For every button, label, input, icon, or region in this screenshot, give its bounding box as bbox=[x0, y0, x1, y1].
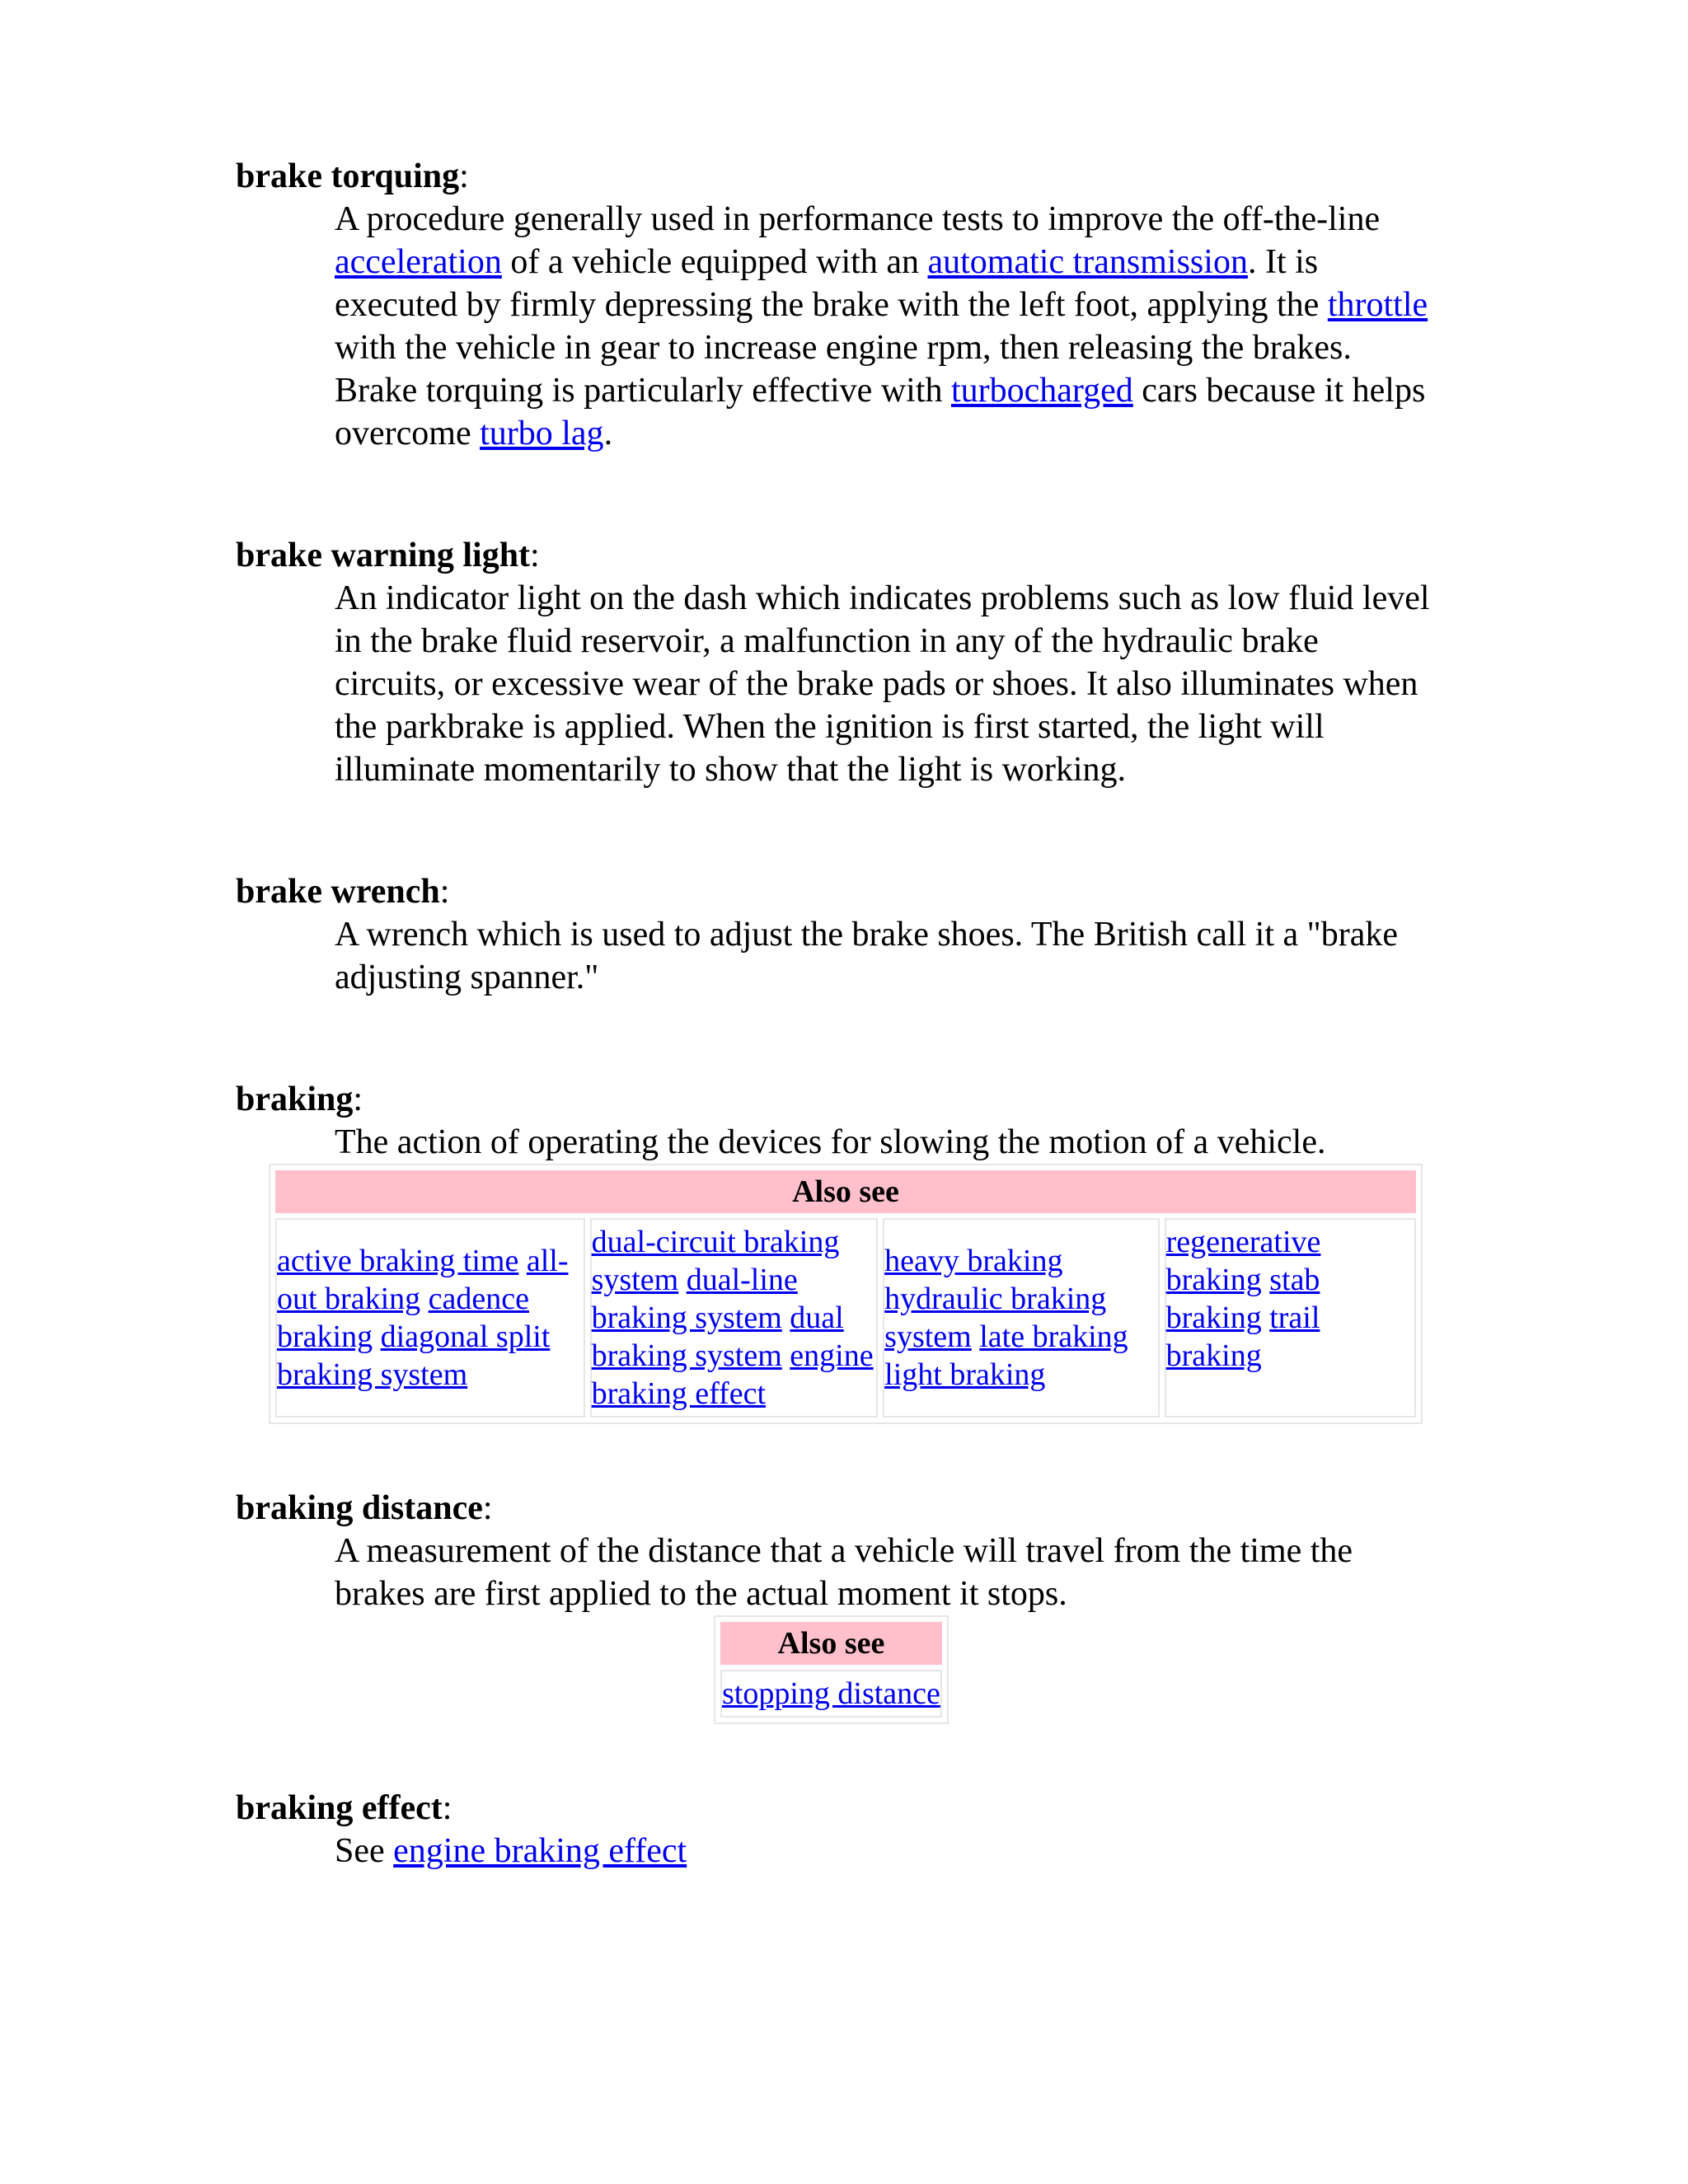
link-stopping-distance[interactable]: stopping distance bbox=[722, 1676, 940, 1711]
definition: A measurement of the distance that a vehicle will travel from the time the brakes are first applied to the actual moment it stops. bbox=[335, 1532, 1353, 1613]
entry-brake-torquing bbox=[236, 155, 1439, 455]
also-see-column bbox=[275, 1218, 585, 1418]
also-see-table bbox=[714, 1615, 949, 1724]
term-heading: brake torquing: bbox=[236, 157, 469, 195]
link-dual-circuit-braking-system[interactable]: dual-circuit braking system bbox=[591, 1225, 840, 1297]
also-see-heading: Also see bbox=[275, 1170, 1416, 1213]
link-regenerative-braking[interactable]: regenerative braking bbox=[1165, 1225, 1321, 1297]
entry-brake-wrench bbox=[236, 870, 1439, 999]
entry-braking-effect bbox=[236, 1787, 1439, 1872]
entry-braking bbox=[236, 1078, 1439, 1424]
term-heading: braking distance: bbox=[236, 1489, 493, 1527]
also-see-column bbox=[720, 1670, 942, 1718]
spacer bbox=[236, 1424, 1439, 1487]
link-turbo-lag[interactable]: turbo lag bbox=[480, 415, 604, 452]
spacer bbox=[236, 791, 1439, 870]
link-engine-braking-effect[interactable]: engine braking effect bbox=[591, 1338, 874, 1411]
link-dual-line-braking-system[interactable]: dual-line braking system bbox=[591, 1263, 798, 1335]
definition: An indicator light on the dash which indicates problems such as low fluid level in the brake fluid reservoir, a malfunction in any of the hydraulic brake circuits, or excessive wear of the brake pads or shoes. It also illuminates when the parkbrake is applied. When the ignition is first started, the light will illuminate momentarily to show that the light is working. bbox=[335, 579, 1430, 789]
term: braking bbox=[236, 1080, 354, 1118]
term: braking effect bbox=[236, 1789, 443, 1827]
spacer bbox=[236, 999, 1439, 1078]
spacer bbox=[236, 1724, 1439, 1787]
definition: The action of operating the devices for slowing the motion of a vehicle. bbox=[335, 1123, 1326, 1161]
definition: See engine braking effect bbox=[335, 1832, 687, 1870]
link-turbocharged[interactable]: turbocharged bbox=[950, 372, 1133, 410]
also-see-column bbox=[883, 1218, 1159, 1418]
definition: A procedure generally used in performance tests to improve the off-the-line acceleration of a vehicle equipped with an automatic transmission. It is executed by firmly depressing the brake with the left foot, applying the throttle with the vehicle in gear to increase engine rpm, then releasing the brakes. Brake torquing is particularly effective with turbocharged cars because it helps overcome turbo lag. bbox=[335, 200, 1428, 452]
entry-brake-warning-light bbox=[236, 534, 1439, 791]
link-heavy-braking[interactable]: heavy braking bbox=[884, 1244, 1063, 1278]
link-hydraulic-braking-system[interactable]: hydraulic braking system bbox=[884, 1282, 1107, 1354]
term-heading: brake warning light: bbox=[236, 537, 540, 574]
also-see-column bbox=[590, 1218, 879, 1418]
link-light-braking[interactable]: light braking bbox=[884, 1357, 1046, 1392]
also-see-heading: Also see bbox=[720, 1622, 942, 1665]
also-see-column bbox=[1165, 1218, 1416, 1418]
link-throttle[interactable]: throttle bbox=[1327, 286, 1428, 324]
spacer bbox=[236, 455, 1439, 534]
term-heading: braking: bbox=[236, 1080, 363, 1118]
term-heading: brake wrench: bbox=[236, 873, 450, 911]
link-engine-braking-effect[interactable]: engine braking effect bbox=[393, 1832, 687, 1870]
term: brake torquing bbox=[236, 157, 460, 195]
link-all-out-braking[interactable]: all-out braking bbox=[277, 1244, 569, 1316]
link-automatic-transmission[interactable]: automatic transmission bbox=[927, 243, 1248, 281]
link-cadence-braking[interactable]: cadence braking bbox=[277, 1282, 529, 1354]
link-late-braking[interactable]: late braking bbox=[979, 1319, 1128, 1354]
link-active-braking-time[interactable]: active braking time bbox=[277, 1244, 519, 1278]
link-trail-braking[interactable]: trail braking bbox=[1165, 1301, 1320, 1373]
entry-braking-distance bbox=[236, 1487, 1439, 1724]
link-diagonal-split-braking-system[interactable]: diagonal split braking system bbox=[277, 1319, 551, 1392]
link-acceleration[interactable]: acceleration bbox=[335, 243, 502, 281]
term: braking distance bbox=[236, 1489, 483, 1527]
link-dual-braking-system[interactable]: dual braking system bbox=[591, 1301, 844, 1373]
term: brake wrench bbox=[236, 873, 440, 911]
term: brake warning light bbox=[236, 537, 531, 574]
definition: A wrench which is used to adjust the brake shoes. The British call it a "brake adjusting spanner." bbox=[335, 916, 1399, 996]
glossary-document bbox=[236, 155, 1439, 1872]
link-stab-braking[interactable]: stab braking bbox=[1165, 1263, 1320, 1335]
term-heading: braking effect: bbox=[236, 1789, 452, 1827]
also-see-table bbox=[269, 1164, 1423, 1424]
